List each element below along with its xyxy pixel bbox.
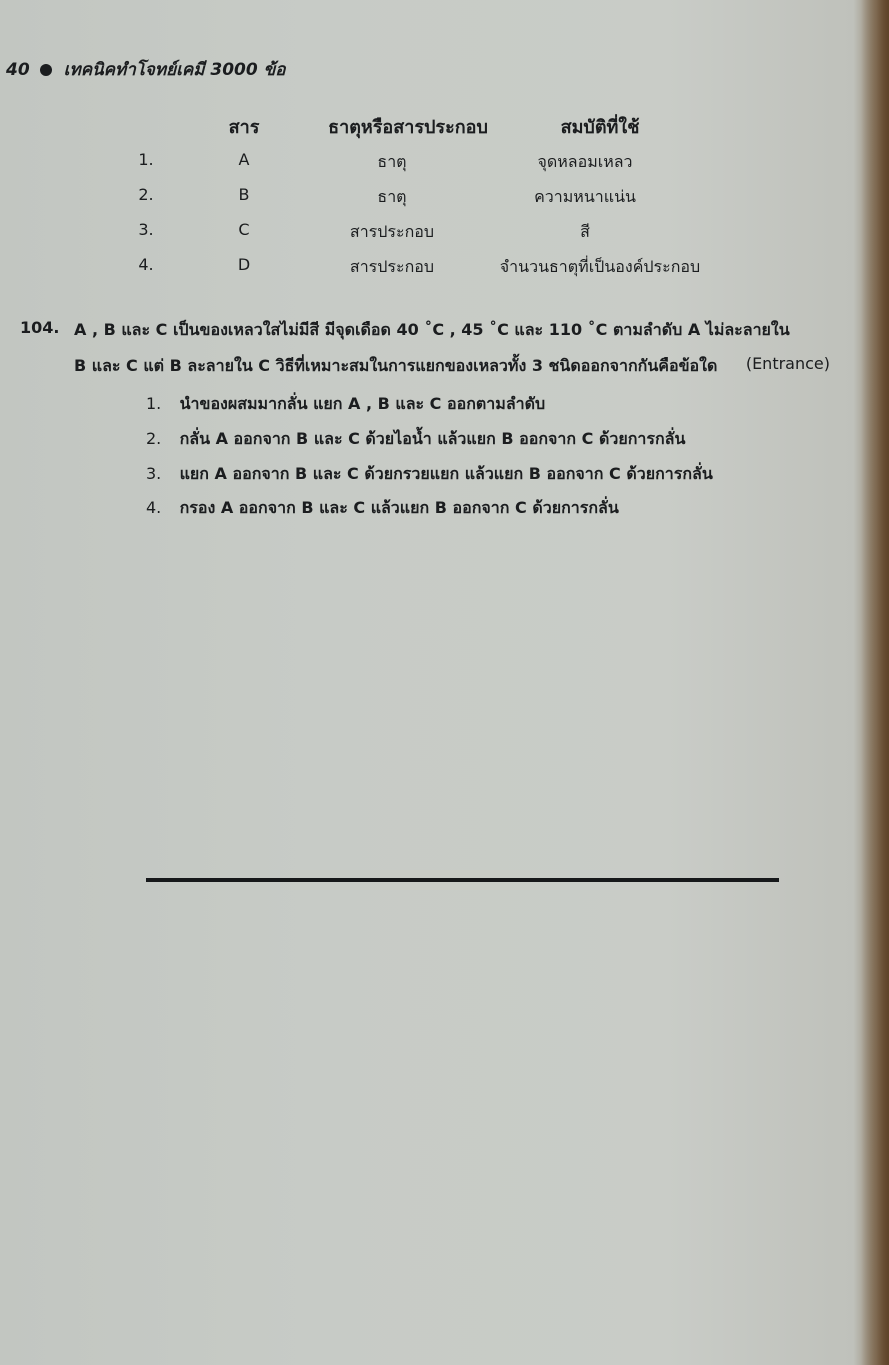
- page-edge-shadow: [861, 0, 889, 1365]
- option-number: 3.: [146, 464, 162, 483]
- answer-option-4: [146, 496, 619, 521]
- page-number: 40: [6, 59, 30, 80]
- table-cell-substance: D: [237, 255, 251, 274]
- table-header-property: สมบัติที่ใช้: [560, 117, 640, 138]
- question-number: 104.: [20, 318, 60, 337]
- running-header: [6, 56, 285, 83]
- table-header-type: ธาตุหรือสารประกอบ: [328, 117, 488, 138]
- table-cell-type: สารประกอบ: [349, 257, 435, 276]
- question-text-line-2: B และ C แต่ B ละลายใน C วิธีที่เหมาะสมในการแยกของเหลวทั้ง 3 ชนิดออกจากกันคือข้อใด: [74, 356, 718, 375]
- option-number: 2.: [146, 429, 162, 448]
- option-number: 4.: [146, 498, 162, 517]
- table-cell-substance: B: [238, 185, 250, 204]
- table-cell-property: ความหนาแน่น: [534, 187, 636, 206]
- bullet-dot-icon: [40, 64, 52, 76]
- table-cell-substance: C: [238, 220, 250, 239]
- table-row-number: 1.: [138, 150, 154, 169]
- table-cell-substance: A: [238, 150, 250, 169]
- option-text: กลั่น A ออกจาก B และ C ด้วยไอน้ำ แล้วแยก B ออกจาก C ด้วยการกลั่น: [179, 429, 686, 448]
- table-cell-property: สี: [580, 222, 590, 241]
- section-divider: [146, 878, 779, 882]
- option-text: กรอง A ออกจาก B และ C แล้วแยก B ออกจาก C ด้วยการกลั่น: [179, 498, 619, 517]
- option-text: แยก A ออกจาก B และ C ด้วยกรวยแยก แล้วแยก B ออกจาก C ด้วยการกลั่น: [179, 464, 713, 483]
- table-cell-property: จำนวนธาตุที่เป็นองค์ประกอบ: [499, 257, 701, 276]
- answer-option-2: [146, 427, 685, 452]
- book-title: เทคนิคทำโจทย์เคมี 3000 ข้อ: [63, 60, 286, 80]
- table-cell-property: จุดหลอมเหลว: [537, 152, 633, 171]
- option-text: นำของผสมมากลั่น แยก A , B และ C ออกตามลำดับ: [179, 394, 546, 413]
- table-cell-type: ธาตุ: [377, 187, 407, 206]
- question-text-line-1: A , B และ C เป็นของเหลวใสไม่มีสี มีจุดเดือด 40 ˚C , 45 ˚C และ 110 ˚C ตามลำดับ A ไม่ละลายใน: [74, 320, 790, 339]
- table-row-number: 4.: [138, 255, 154, 274]
- option-number: 1.: [146, 394, 162, 413]
- answer-option-1: [146, 392, 545, 417]
- table-cell-type: ธาตุ: [377, 152, 407, 171]
- table-row-number: 3.: [138, 220, 154, 239]
- table-row-number: 2.: [138, 185, 154, 204]
- question-source-tag: (Entrance): [745, 354, 830, 373]
- table-header-substance: สาร: [228, 117, 260, 138]
- answer-option-3: [146, 462, 713, 487]
- table-cell-type: สารประกอบ: [349, 222, 435, 241]
